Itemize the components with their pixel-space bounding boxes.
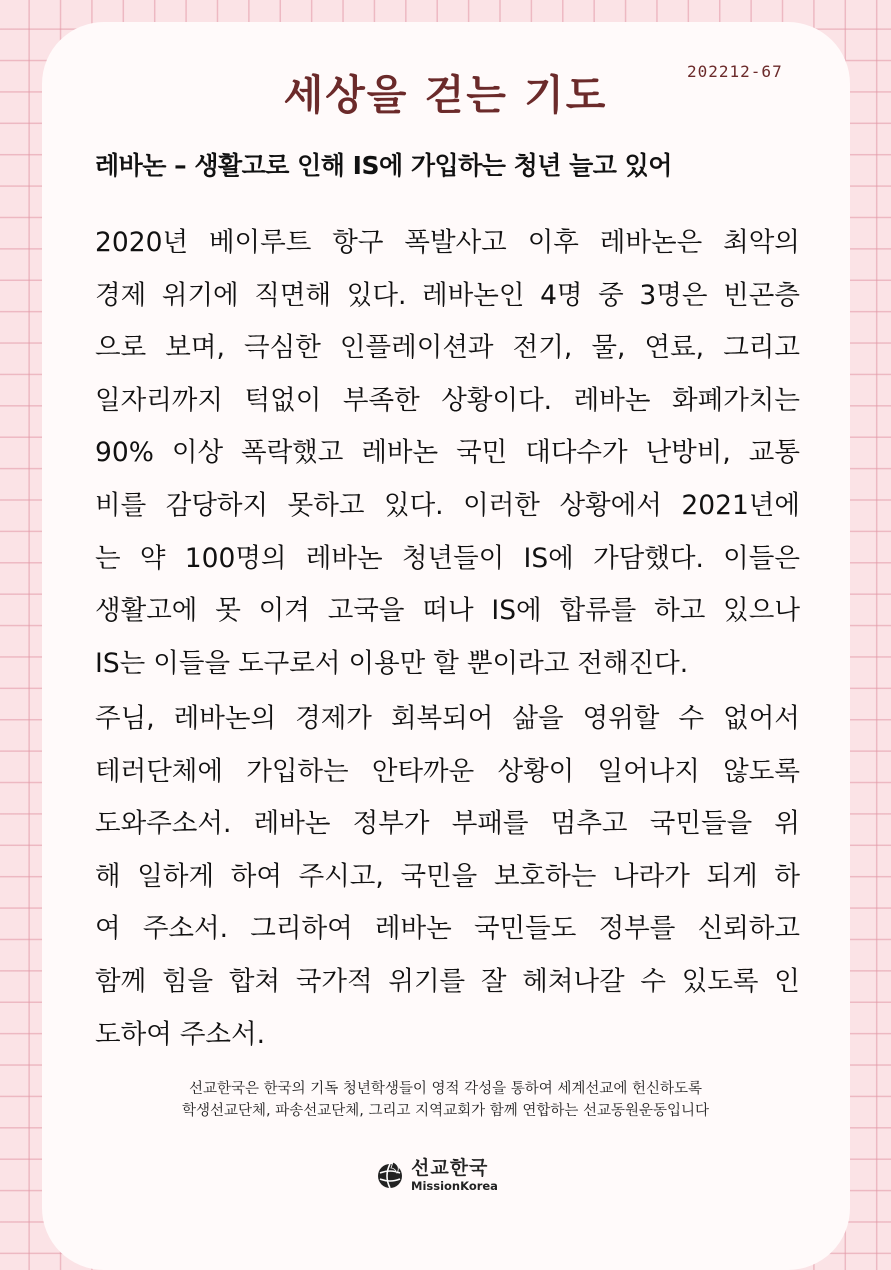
missionkorea-logo bbox=[375, 1152, 525, 1198]
document-code: 202212-67 bbox=[687, 62, 783, 81]
text-line: IS는 이들을 도구로서 이용만 할 뿐이라고 전해진다. bbox=[95, 647, 689, 679]
text-line: 경제 위기에 직면해 있다. 레바논인 4명 중 3명은 빈곤층 bbox=[95, 279, 800, 311]
text-line: 는 약 100명의 레바논 청년들이 IS에 가담했다. 이들은 bbox=[95, 542, 800, 574]
article-subtitle: 레바논 – 생활고로 인해 IS에 가입하는 청년 늘고 있어 bbox=[95, 151, 672, 180]
text-line: 2020년 베이루트 항구 폭발사고 이후 레바논은 최악의 bbox=[95, 227, 800, 258]
news-paragraph bbox=[95, 217, 800, 690]
logo-english-text: MissionKorea bbox=[411, 1179, 498, 1193]
footer-line-1: 선교한국은 한국의 기독 청년학생들이 영적 각성을 통하여 세계선교에 헌신하도록 bbox=[188, 1081, 703, 1097]
text-line: 일자리까지 턱없이 부족한 상황이다. 레바논 화폐가치는 bbox=[95, 384, 800, 416]
text-line: 도와주소서. 레바논 정부가 부패를 멈추고 국민들을 위 bbox=[95, 808, 800, 840]
prayer-paragraph bbox=[95, 693, 800, 1061]
text-line: 비를 감당하지 못하고 있다. 이러한 상황에서 2021년에 bbox=[95, 489, 800, 521]
text-line: 여 주소서. 그리하여 레바논 국민들도 정부를 신뢰하고 bbox=[95, 913, 800, 945]
text-line: 도하여 주소서. bbox=[95, 1018, 266, 1050]
footer-description bbox=[0, 1078, 891, 1122]
text-line: 해 일하게 하여 주시고, 국민을 보호하는 나라가 되게 하 bbox=[95, 860, 800, 892]
text-line: 함께 힘을 합쳐 국가적 위기를 잘 헤쳐나갈 수 있도록 인 bbox=[95, 965, 800, 997]
text-line: 주님, 레바논의 경제가 회복되어 삶을 영위할 수 없어서 bbox=[95, 703, 800, 734]
page-title: 세상을 걷는 기도 bbox=[283, 71, 608, 119]
text-line: 으로 보며, 극심한 인플레이션과 전기, 물, 연료, 그리고 bbox=[95, 332, 800, 364]
text-line: 생활고에 못 이겨 고국을 떠나 IS에 합류를 하고 있으나 bbox=[95, 595, 800, 627]
logo-korean-text: 선교한국 bbox=[411, 1157, 489, 1179]
footer-line-2: 학생선교단체, 파송선교단체, 그리고 지역교회가 함께 연합하는 선교동원운동입니다 bbox=[181, 1103, 710, 1119]
text-line: 90% 이상 폭락했고 레바논 국민 대다수가 난방비, 교통 bbox=[95, 437, 800, 469]
globe-flame-icon bbox=[375, 1160, 405, 1190]
text-line: 테러단체에 가입하는 안타까운 상황이 일어나지 않도록 bbox=[95, 755, 800, 787]
